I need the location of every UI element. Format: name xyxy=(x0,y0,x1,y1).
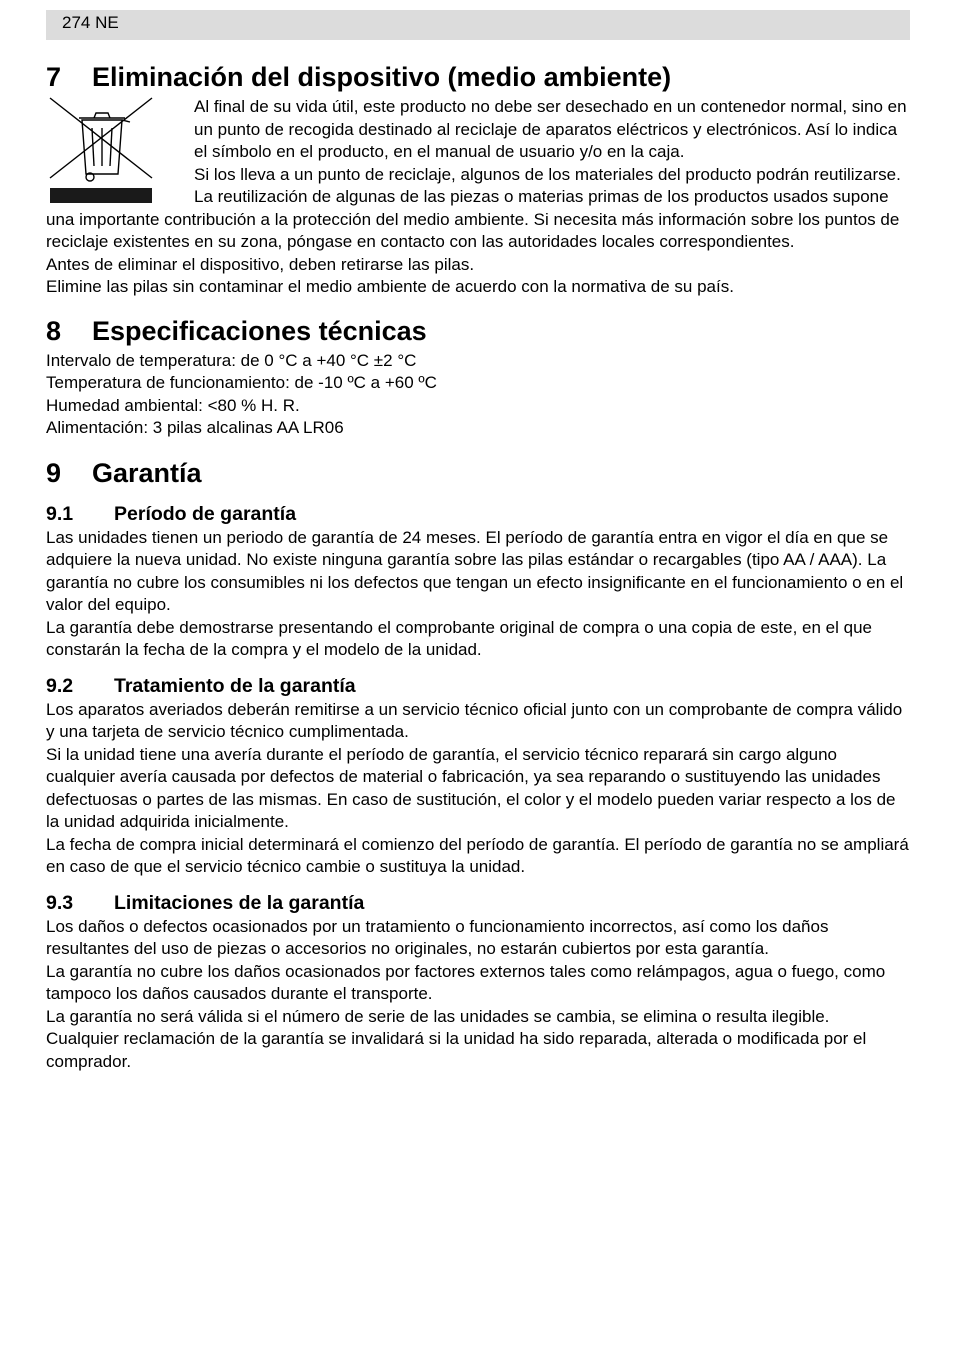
document-body xyxy=(46,58,910,1073)
subsection-title: Período de garantía xyxy=(114,502,297,525)
paragraph: La garantía no será válida si el número de serie de las unidades se cambia, se elimina o resulta ilegible. xyxy=(46,1006,830,1026)
paragraph: Cualquier reclamación de la garantía se invalidará si la unidad ha sido reparada, alterada o modificada por el comprador. xyxy=(46,1029,867,1071)
section-heading xyxy=(46,58,910,96)
paragraph: Al final de su vida útil, este producto no debe ser desechado en un contenedor normal, sino en un punto de recogida destinado al reciclaje de aparatos eléctricos y electrónicos. Así lo indica el símbolo en el producto, en el manual de usuario y/o en la caja. xyxy=(194,97,907,161)
section-title: Especificaciones técnicas xyxy=(92,315,427,346)
subsection-number: 9.3 xyxy=(46,891,74,914)
paragraph: La garantía debe demostrarse presentando el comprobante original de compra o una copia de este, en el que constarán la fecha de la compra y el modelo de la unidad. xyxy=(46,617,872,659)
section-title: Eliminación del dispositivo (medio ambiente) xyxy=(92,62,672,92)
page-header xyxy=(46,10,910,40)
section-disposal xyxy=(46,58,910,299)
paragraph: Las unidades tienen un periodo de garantía de 24 meses. El período de garantía entra en vigor el día en que se adquiere la nueva unidad. No existe ninguna garantía sobre las pilas estándar o recargables (tipo AA / AAA). La garantía no cubre los consumibles ni los defectos que tengan un efecto insignificante en el funcionamiento o en el valor del equipo. xyxy=(46,527,904,614)
subsection-warranty-period xyxy=(46,501,910,662)
subsection-heading xyxy=(46,501,910,527)
section-number: 8 xyxy=(46,315,62,346)
paragraph: Los aparatos averiados deberán remitirse a un servicio técnico oficial junto con un comprobante de compra válido y una tarjeta de servicio técnico cumplimentada. xyxy=(46,699,903,741)
section-specifications xyxy=(46,312,910,440)
paragraph: Antes de eliminar el dispositivo, deben retirarse las pilas. xyxy=(46,254,475,274)
paragraph: Si los lleva a un punto de reciclaje, algunos de los materiales del producto podrán reutilizarse. La reutilización de algunas de las piezas o materias primas de los productos usados supone una importante contribución a la protección del medio ambiente. Si necesita más información sobre los puntos de reciclaje existentes en su zona, póngase en contacto con las autoridades locales correspondientes. xyxy=(46,164,901,251)
subsection-warranty-handling xyxy=(46,673,910,879)
section-heading xyxy=(46,454,910,492)
spec-line: Alimentación: 3 pilas alcalinas AA LR06 xyxy=(46,418,344,437)
subsection-warranty-limitations xyxy=(46,890,910,1074)
section-heading xyxy=(46,312,910,350)
spec-line: Humedad ambiental: <80 % H. R. xyxy=(46,395,300,415)
paragraph: Los daños o defectos ocasionados por un tratamiento o funcionamiento incorrectos, así como los daños resultantes del uso de piezas o accesorios no originales, no estarán cubiertos por esta garantía. xyxy=(46,916,829,958)
paragraph: La garantía no cubre los daños ocasionados por factores externos tales como relámpagos, agua o fuego, como tampoco los daños causados durante el transporte. xyxy=(46,961,886,1003)
subsection-heading xyxy=(46,890,910,916)
paragraph: Si la unidad tiene una avería durante el período de garantía, el servicio técnico reparará sin cargo alguno cualquier avería causada por defectos de material o fabricación, ya sea reparando o sustituyendo las unidades defectuosas o partes de las mismas. En caso de sustitución, el color y el modelo pueden variar respecto a los de la unidad adquirida inicialmente. xyxy=(46,744,896,831)
paragraph: La fecha de compra inicial determinará el comienzo del período de garantía. El período de garantía no se ampliará en caso de que el servicio técnico cambie o sustituya la unidad. xyxy=(46,834,909,876)
subsection-heading xyxy=(46,673,910,699)
subsection-title: Tratamiento de la garantía xyxy=(114,674,356,697)
header-text: 274 NE xyxy=(62,13,119,32)
subsection-number: 9.1 xyxy=(46,502,74,525)
section-title: Garantía xyxy=(92,457,202,488)
crossed-out-wheelie-bin-icon xyxy=(46,96,156,206)
spec-line: Temperatura de funcionamiento: de -10 ºC a +60 ºC xyxy=(46,373,437,392)
section-warranty xyxy=(46,454,910,1074)
subsection-title: Limitaciones de la garantía xyxy=(114,891,365,914)
subsection-number: 9.2 xyxy=(46,674,74,697)
spec-line: Intervalo de temperatura: de 0 °C a +40 °C ±2 °C xyxy=(46,350,417,370)
section-number: 7 xyxy=(46,62,62,92)
paragraph: Elimine las pilas sin contaminar el medio ambiente de acuerdo con la normativa de su país. xyxy=(46,277,734,296)
section-number: 9 xyxy=(46,457,62,488)
